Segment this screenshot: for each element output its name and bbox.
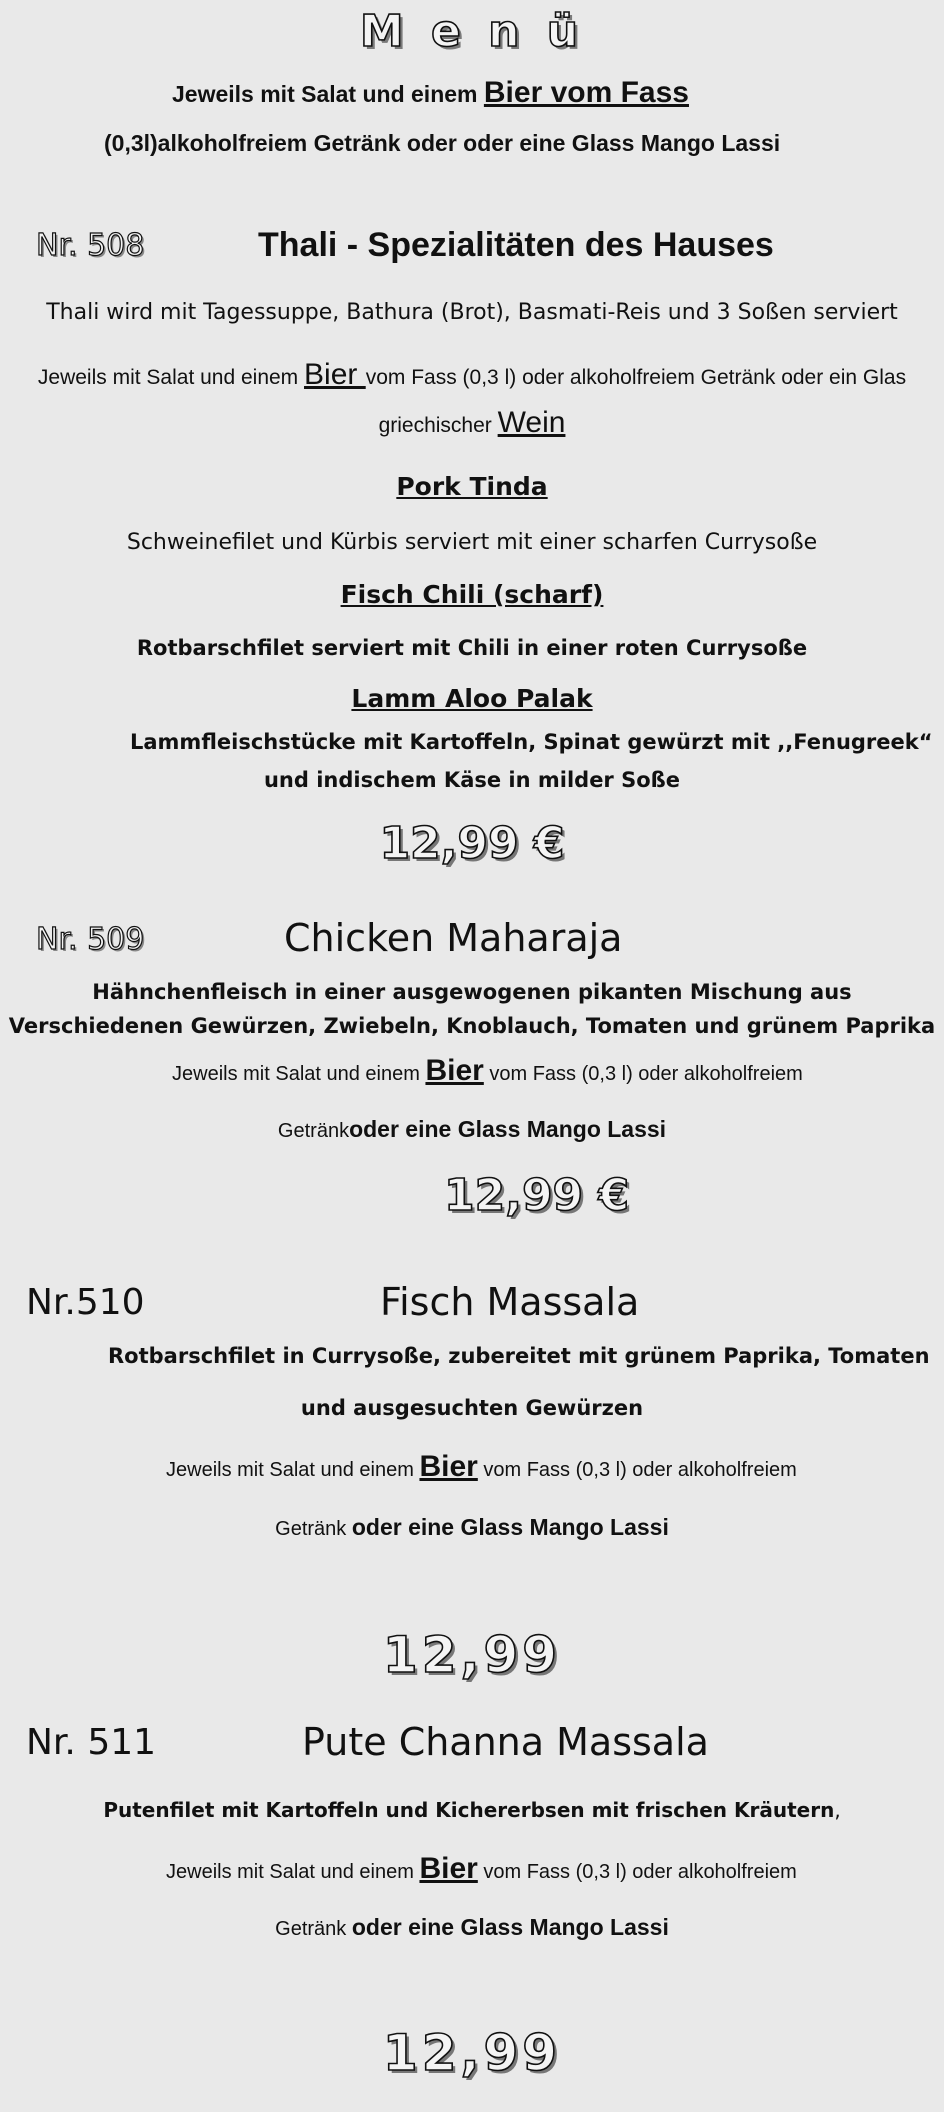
item-508-description: Thali wird mit Tagessuppe, Bathura (Brot), Basmati-Reis und 3 Soßen serviert — [46, 300, 898, 325]
item-509-extra-highlight: Bier — [425, 1054, 484, 1087]
item-509-extra-suffix: vom Fass (0,3 l) oder alkoholfreiem — [483, 1063, 803, 1085]
item-508-number: Nr. 508 — [36, 228, 145, 263]
item-511-description-1 — [0, 1798, 944, 1822]
item-510-number: Nr.510 — [26, 1282, 145, 1323]
item-509-description-2: Verschiedenen Gewürzen, Zwiebeln, Knoblauch, Tomaten und grünem Paprika — [8, 1014, 936, 1038]
item-508-sub-3-description-1: Lammfleischstücke mit Kartoffeln, Spinat gewürzt mit ,,Fenugreek“ — [130, 730, 933, 754]
item-510-price: 12,99 — [382, 1626, 562, 1684]
item-508-sub-3-description-2: und indischem Käse in milder Soße — [263, 768, 681, 792]
header-line-1 — [172, 76, 689, 110]
item-511-price: 12,99 — [382, 2024, 562, 2082]
item-510-extra-highlight: Bier — [419, 1450, 478, 1483]
item-511-extra2-bold: oder eine Glass Mango Lassi — [351, 1914, 669, 1940]
item-508-extra-text: Jeweils mit Salat und einem — [37, 366, 305, 389]
item-510-title: Fisch Massala — [380, 1280, 640, 1324]
item-510-extra2-bold: oder eine Glass Mango Lassi — [351, 1514, 669, 1540]
item-510-description-1: Rotbarschfilet in Currysoße, zubereitet mit grünem Paprika, Tomaten — [108, 1344, 930, 1368]
item-508-sub-1-title: Pork Tinda — [396, 472, 548, 501]
item-509-price: 12,99 € — [444, 1170, 630, 1221]
item-509-extra2-text: Getränk — [277, 1120, 350, 1142]
item-508-extra-line-1 — [0, 358, 944, 392]
menu-title: M e n ü — [359, 6, 585, 57]
item-511-extra-suffix: vom Fass (0,3 l) oder alkoholfreiem — [477, 1861, 797, 1883]
header-line-1-text: Jeweils mit Salat und einem — [172, 81, 484, 107]
item-509-extra-text: Jeweils mit Salat und einem — [172, 1063, 426, 1085]
item-510-extra-line-1 — [166, 1450, 797, 1484]
item-509-extra-line-1 — [172, 1054, 803, 1088]
item-511-extra-highlight: Bier — [419, 1852, 478, 1885]
header-line-1-highlight: Bier vom Fass — [483, 76, 689, 109]
item-511-extra-text: Jeweils mit Salat und einem — [166, 1861, 420, 1883]
item-508-extra-highlight: Bier — [304, 358, 366, 391]
item-509-number: Nr. 509 — [36, 922, 145, 957]
item-508-extra-line-2 — [0, 406, 944, 440]
item-509-extra2-bold: oder eine Glass Mango Lassi — [349, 1116, 667, 1142]
item-511-extra-line-2 — [0, 1914, 944, 1941]
item-509-title: Chicken Maharaja — [284, 916, 623, 960]
item-508-title: Thali - Spezialitäten des Hauses — [258, 226, 774, 264]
item-510-description-2: und ausgesuchten Gewürzen — [300, 1396, 644, 1420]
item-508-sub-1-description: Schweinefilet und Kürbis serviert mit einer scharfen Currysoße — [126, 530, 818, 555]
item-511-description-comma: , — [834, 1798, 841, 1822]
item-508-extra2-text: griechischer — [378, 414, 498, 437]
item-511-extra2-text: Getränk — [275, 1918, 352, 1940]
item-511-extra-line-1 — [166, 1852, 797, 1886]
item-508-sub-2-title: Fisch Chili (scharf) — [340, 580, 604, 609]
item-508-extra-suffix: vom Fass (0,3 l) oder alkoholfreiem Getränk oder ein Glas — [365, 366, 907, 389]
item-510-extra2-text: Getränk — [275, 1518, 352, 1540]
item-508-extra2-highlight: Wein — [497, 406, 566, 439]
item-510-extra-suffix: vom Fass (0,3 l) oder alkoholfreiem — [477, 1459, 797, 1481]
item-508-sub-2-description: Rotbarschfilet serviert mit Chili in einer roten Currysoße — [136, 636, 808, 660]
item-509-extra-line-2 — [0, 1116, 944, 1143]
item-511-description-text: Putenfilet mit Kartoffeln und Kichererbsen mit frischen Kräutern — [103, 1798, 835, 1822]
item-510-extra-text: Jeweils mit Salat und einem — [166, 1459, 420, 1481]
item-511-number: Nr. 511 — [26, 1722, 157, 1763]
item-508-sub-3-title: Lamm Aloo Palak — [351, 684, 593, 713]
item-510-extra-line-2 — [0, 1514, 944, 1541]
header-line-2: (0,3l)alkoholfreiem Getränk oder oder eine Glass Mango Lassi — [104, 130, 781, 156]
item-509-description-1: Hähnchenfleisch in einer ausgewogenen pikanten Mischung aus — [92, 980, 852, 1004]
item-508-price: 12,99 € — [379, 818, 565, 869]
item-511-title: Pute Channa Massala — [302, 1720, 709, 1764]
